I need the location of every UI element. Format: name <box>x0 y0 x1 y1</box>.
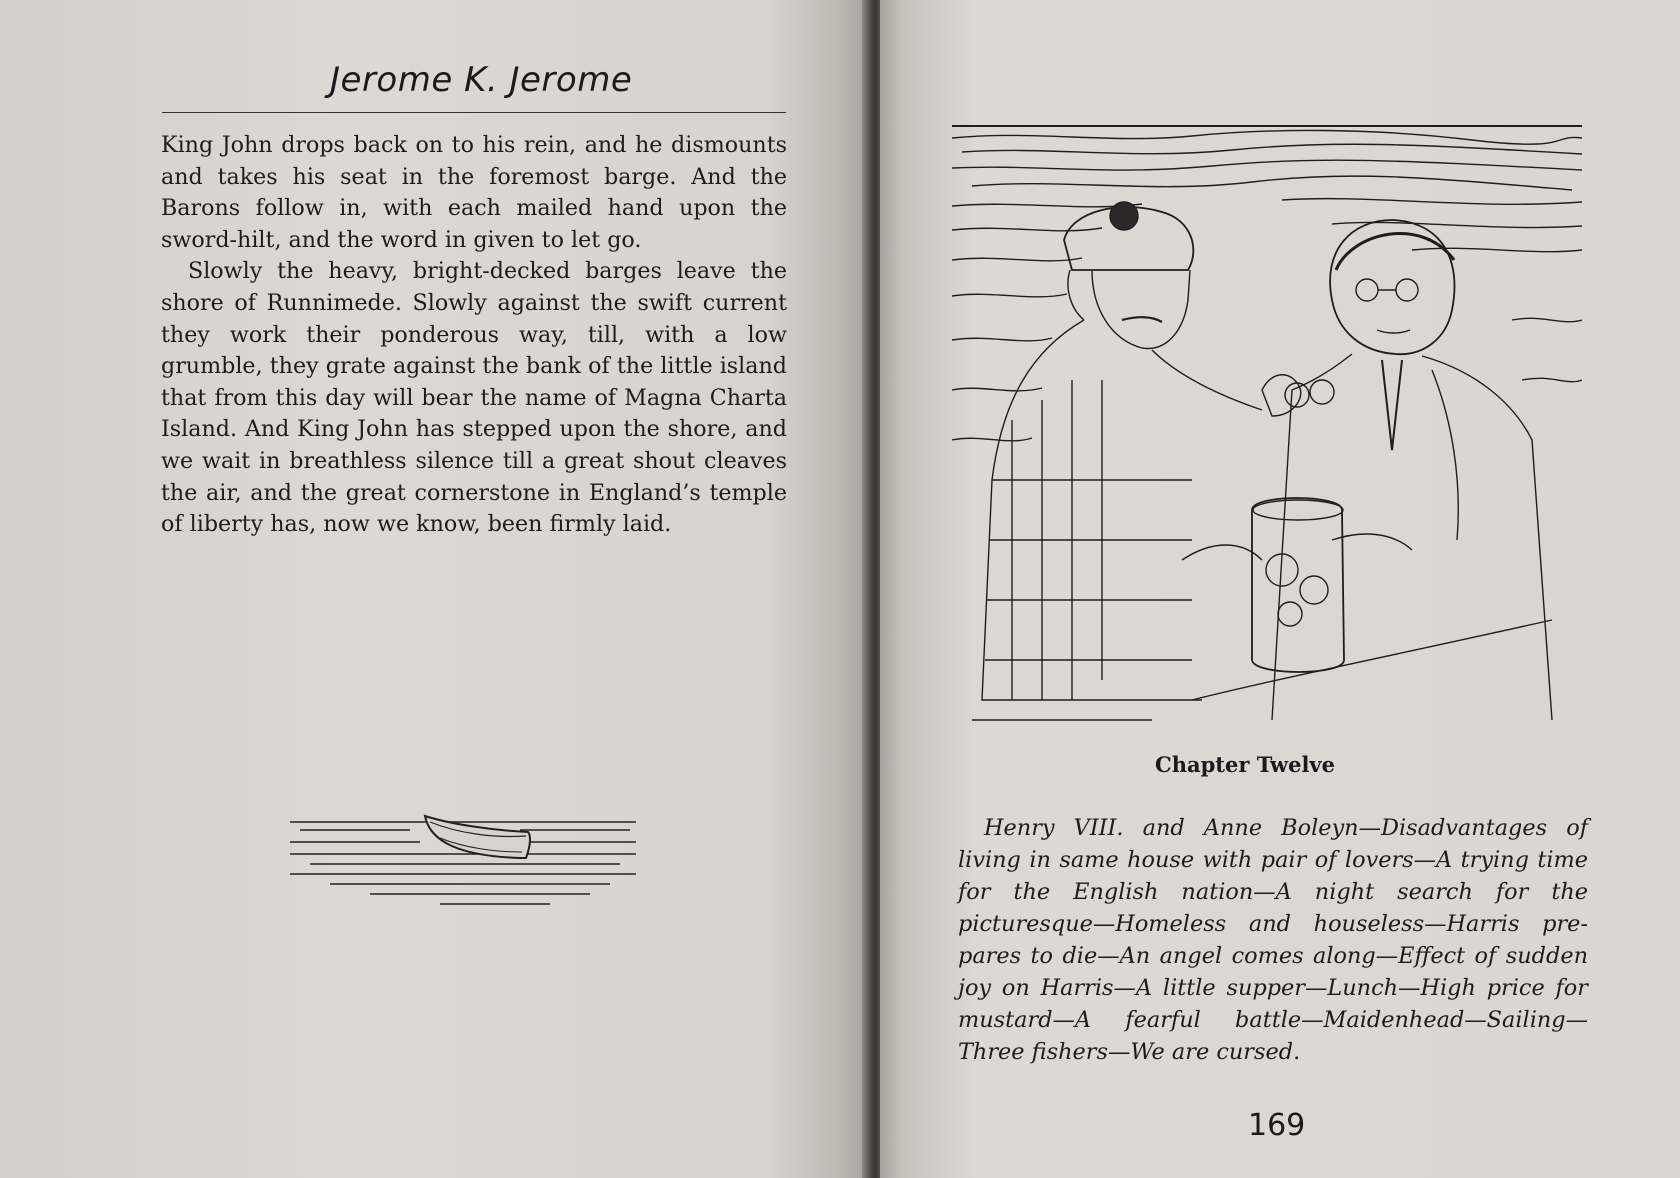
paragraph: King John drops back on to his rein, and he dismounts and takes his seat in the foremost barge. And the Barons follow in, with each mailed hand upon the sword-hilt, and the word in given to let go. <box>161 132 787 253</box>
chapter-synopsis: Henry VIII. and Anne Boleyn—Disadvantages of living in same house with pair of lovers—A trying time for the English nation—A night search for the picturesque—Homeless and houseless—Harris prepares to die—An angel comes along—Effect of sudden joy on Harris—A little supper—Lunch—High price for mustard—A fearful battle—Maidenhead—Sailing—Three fishers—We are cursed. <box>958 815 1588 1065</box>
chapter-illustration <box>952 120 1582 738</box>
page-number: 169 <box>1248 1108 1306 1143</box>
chapter-title: Chapter Twelve <box>1154 752 1335 777</box>
header-rule <box>162 112 786 113</box>
running-head-author: Jerome K. Jerome <box>330 60 633 100</box>
paragraph: Slowly the heavy, bright-decked barges leave the shore of Runnimede. Slowly against the swift current they work their ponderous way, till, with a low grumble, they grate against the bank of the little island that from this day will bear the name of Magna Charta Island. And King John has stepped upon the shore, and we wait in breathless silence till a great shout cleaves the air, and the great cornerstone in England’s temple of liberty has, now we know, been firmly laid. <box>161 258 787 538</box>
rowboat-illustration <box>290 812 636 912</box>
body-text <box>161 130 787 541</box>
